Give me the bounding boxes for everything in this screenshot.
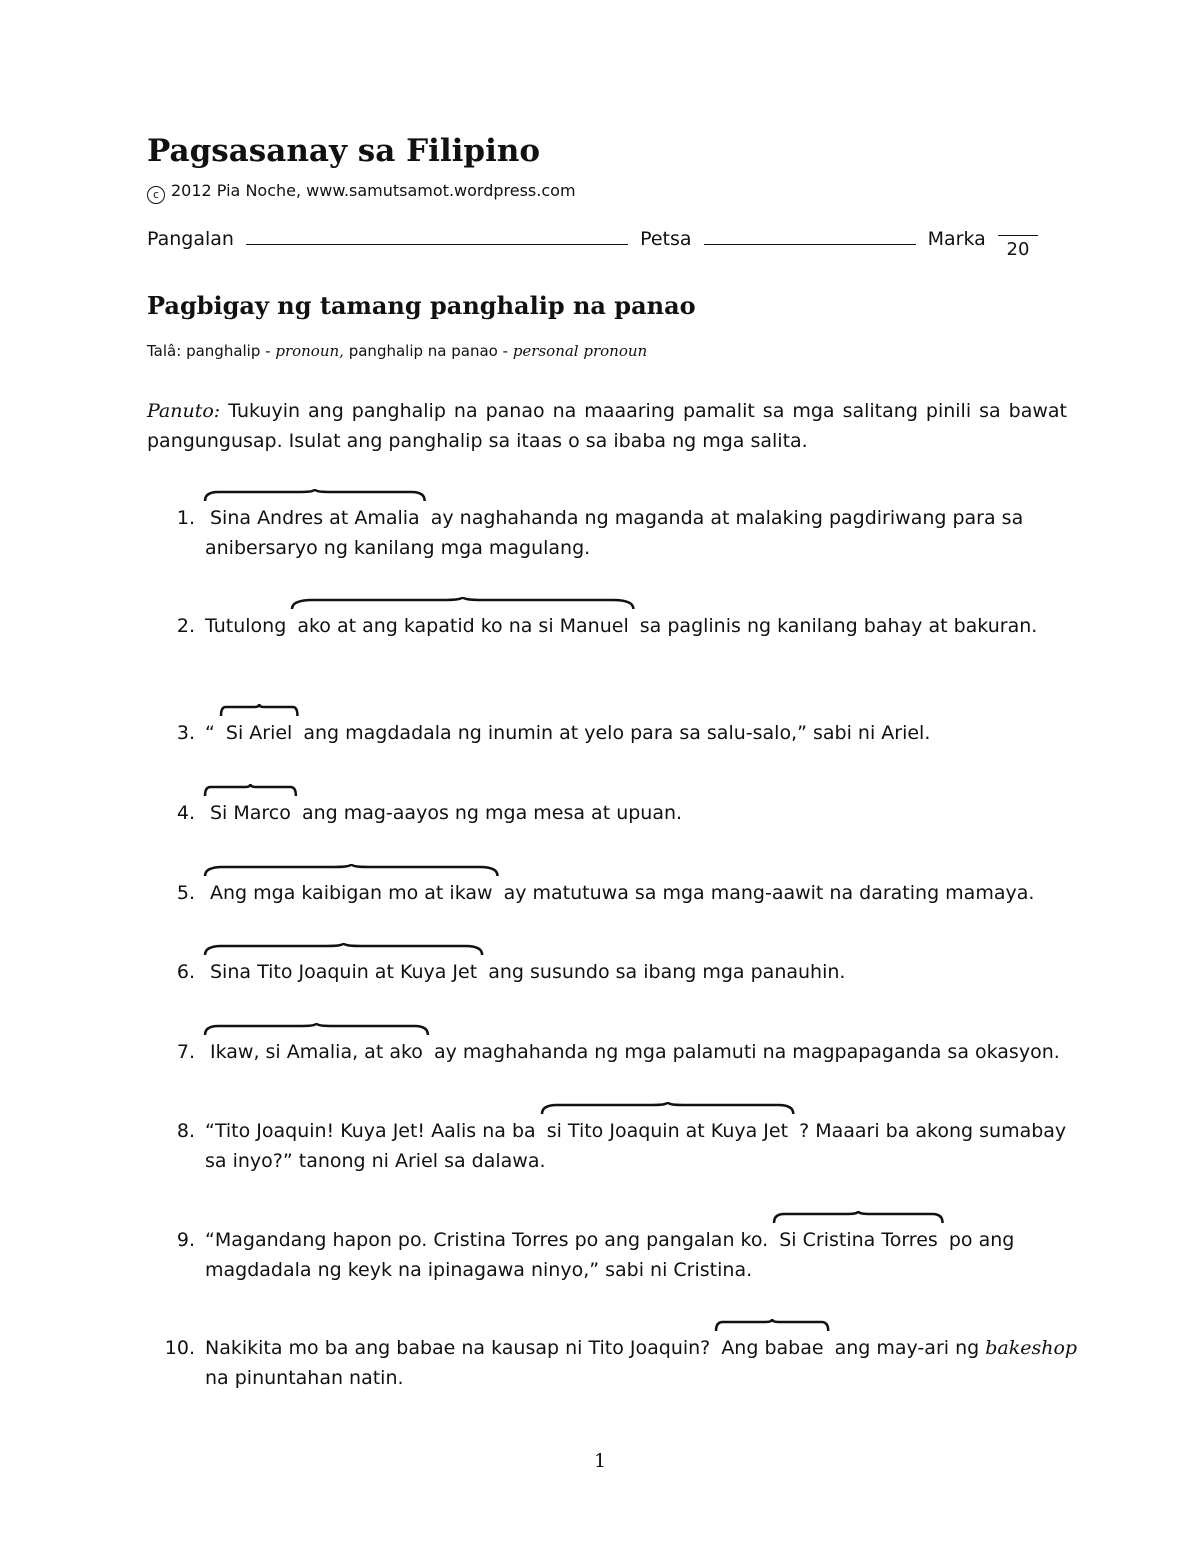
name-label: Pangalan: [147, 228, 234, 250]
braced-text: si Tito Joaquin at Kuya Jet: [546, 1120, 789, 1142]
sentence-after: ang magdadala ng inumin at yelo para sa salu-salo,” sabi ni Ariel.: [303, 722, 931, 744]
list-item: [147, 1333, 1087, 1393]
list-item: [147, 1225, 1087, 1285]
sentence-after: ? Maaari ba akong sumabay sa inyo?” tanong ni Ariel sa dalawa.: [205, 1120, 1067, 1172]
sentence-after: ang may-ari ng: [834, 1337, 980, 1359]
score-box[interactable]: [998, 235, 1038, 260]
item-sentence: [205, 798, 1087, 828]
instruction-label: Panuto:: [147, 400, 221, 422]
overbrace-icon: [774, 1211, 943, 1225]
list-item: [147, 878, 1087, 908]
sentence-after: ay maghahanda ng mga palamuti na magpapaganda sa okasyon.: [433, 1041, 1060, 1063]
braced-text: Sina Andres at Amalia: [210, 507, 420, 529]
braced-text: Ang babae: [721, 1337, 824, 1359]
item-number: 8.: [176, 1120, 195, 1142]
sentence-italic: bakeshop: [985, 1337, 1078, 1359]
score-label: Marka: [927, 228, 986, 250]
braced-phrase[interactable]: [205, 798, 296, 828]
sentence-before: “: [205, 722, 215, 744]
item-sentence: [205, 1333, 1087, 1393]
score-total: 20: [1006, 239, 1030, 260]
note-text-1: panghalip -: [186, 342, 271, 360]
instructions: [147, 396, 1067, 456]
list-item: [147, 718, 1087, 748]
sentence-before: “Magandang hapon po. Cristina Torres po ang pangalan ko.: [205, 1229, 769, 1251]
note: [147, 342, 647, 360]
item-number: 1.: [176, 507, 195, 529]
list-item: [147, 798, 1087, 828]
sentence-after: ay naghahanda ng maganda at malaking pagdiriwang para sa anibersaryo ng kanilang mga magulang.: [205, 507, 1024, 559]
copyright-line: [147, 181, 576, 204]
instruction-text: Tukuyin ang panghalip na panao na maaaring pamalit sa mga salitang pinili sa bawat pangungusap. Isulat ang panghalip sa itaas o sa ibaba ng mga salita.: [147, 400, 1067, 452]
item-number: 10.: [164, 1337, 195, 1359]
item-number: 6.: [176, 961, 195, 983]
item-number: 3.: [176, 722, 195, 744]
overbrace-icon: [716, 1319, 828, 1333]
braced-text: Si Ariel: [225, 722, 293, 744]
list-item: [147, 1037, 1087, 1067]
sentence-before: Tutulong: [205, 615, 287, 637]
overbrace-icon: [542, 1102, 793, 1116]
braced-phrase[interactable]: [292, 611, 633, 641]
copyright-text: 2012 Pia Noche, www.samutsamot.wordpress.com: [171, 181, 576, 200]
sentence-after: po ang magdadala ng keyk na ipinagawa ninyo,” sabi ni Cristina.: [205, 1229, 1015, 1281]
note-text-2: panghalip na panao -: [348, 342, 509, 360]
overbrace-icon: [292, 597, 633, 611]
overbrace-icon: [205, 943, 482, 957]
worksheet-title: Pagsasanay sa Filipino: [147, 133, 541, 169]
overbrace-icon: [221, 704, 297, 718]
item-number: 5.: [176, 882, 195, 904]
braced-phrase[interactable]: [774, 1225, 943, 1255]
braced-text: Si Marco: [210, 802, 291, 824]
list-item: [147, 611, 1087, 641]
braced-phrase[interactable]: [205, 957, 482, 987]
item-sentence: [205, 1116, 1087, 1176]
note-label: Talâ:: [147, 342, 182, 360]
item-sentence: [205, 611, 1087, 641]
braced-phrase[interactable]: [716, 1333, 828, 1363]
section-title: Pagbigay ng tamang panghalip na panao: [147, 291, 696, 320]
item-sentence: [205, 503, 1087, 563]
sentence-after-2: na pinuntahan natin.: [205, 1367, 404, 1389]
braced-phrase[interactable]: [205, 878, 498, 908]
braced-phrase[interactable]: [205, 503, 425, 533]
braced-phrase[interactable]: [221, 718, 297, 748]
student-fields: [147, 226, 986, 250]
sentence-after: ay matutuwa sa mga mang-aawit na darating mamaya.: [503, 882, 1035, 904]
braced-text: Si Cristina Torres: [779, 1229, 938, 1251]
sentence-after: sa paglinis ng kanilang bahay at bakuran.: [639, 615, 1038, 637]
item-sentence: [205, 878, 1087, 908]
item-sentence: [205, 1225, 1087, 1285]
item-sentence: [205, 1037, 1087, 1067]
copyright-icon: c: [147, 186, 165, 204]
list-item: [147, 957, 1087, 987]
item-number: 9.: [176, 1229, 195, 1251]
note-italic-1: pronoun,: [275, 342, 344, 360]
sentence-before: “Tito Joaquin! Kuya Jet! Aalis na ba: [205, 1120, 536, 1142]
braced-text: ako at ang kapatid ko na si Manuel: [297, 615, 629, 637]
braced-phrase[interactable]: [205, 1037, 428, 1067]
item-number: 7.: [176, 1041, 195, 1063]
sentence-after: ang susundo sa ibang mga panauhin.: [488, 961, 846, 983]
item-sentence: [205, 957, 1087, 987]
overbrace-icon: [205, 784, 296, 798]
name-field[interactable]: [246, 226, 628, 245]
braced-text: Ang mga kaibigan mo at ikaw: [210, 882, 493, 904]
date-field[interactable]: [704, 226, 916, 245]
braced-phrase[interactable]: [542, 1116, 793, 1146]
braced-text: Ikaw, si Amalia, at ako: [210, 1041, 423, 1063]
list-item: [147, 1116, 1087, 1176]
item-number: 4.: [176, 802, 195, 824]
page-number: 1: [593, 1450, 607, 1472]
date-label: Petsa: [640, 228, 692, 250]
sentence-before: Nakikita mo ba ang babae na kausap ni Tito Joaquin?: [205, 1337, 711, 1359]
item-sentence: [205, 718, 1087, 748]
note-italic-2: personal pronoun: [512, 342, 648, 360]
braced-text: Sina Tito Joaquin at Kuya Jet: [210, 961, 478, 983]
overbrace-icon: [205, 1023, 428, 1037]
list-item: [147, 503, 1087, 563]
overbrace-icon: [205, 489, 425, 503]
overbrace-icon: [205, 864, 498, 878]
score-fraction-bar: [998, 235, 1038, 236]
item-number: 2.: [176, 615, 195, 637]
sentence-after: ang mag-aayos ng mga mesa at upuan.: [301, 802, 683, 824]
